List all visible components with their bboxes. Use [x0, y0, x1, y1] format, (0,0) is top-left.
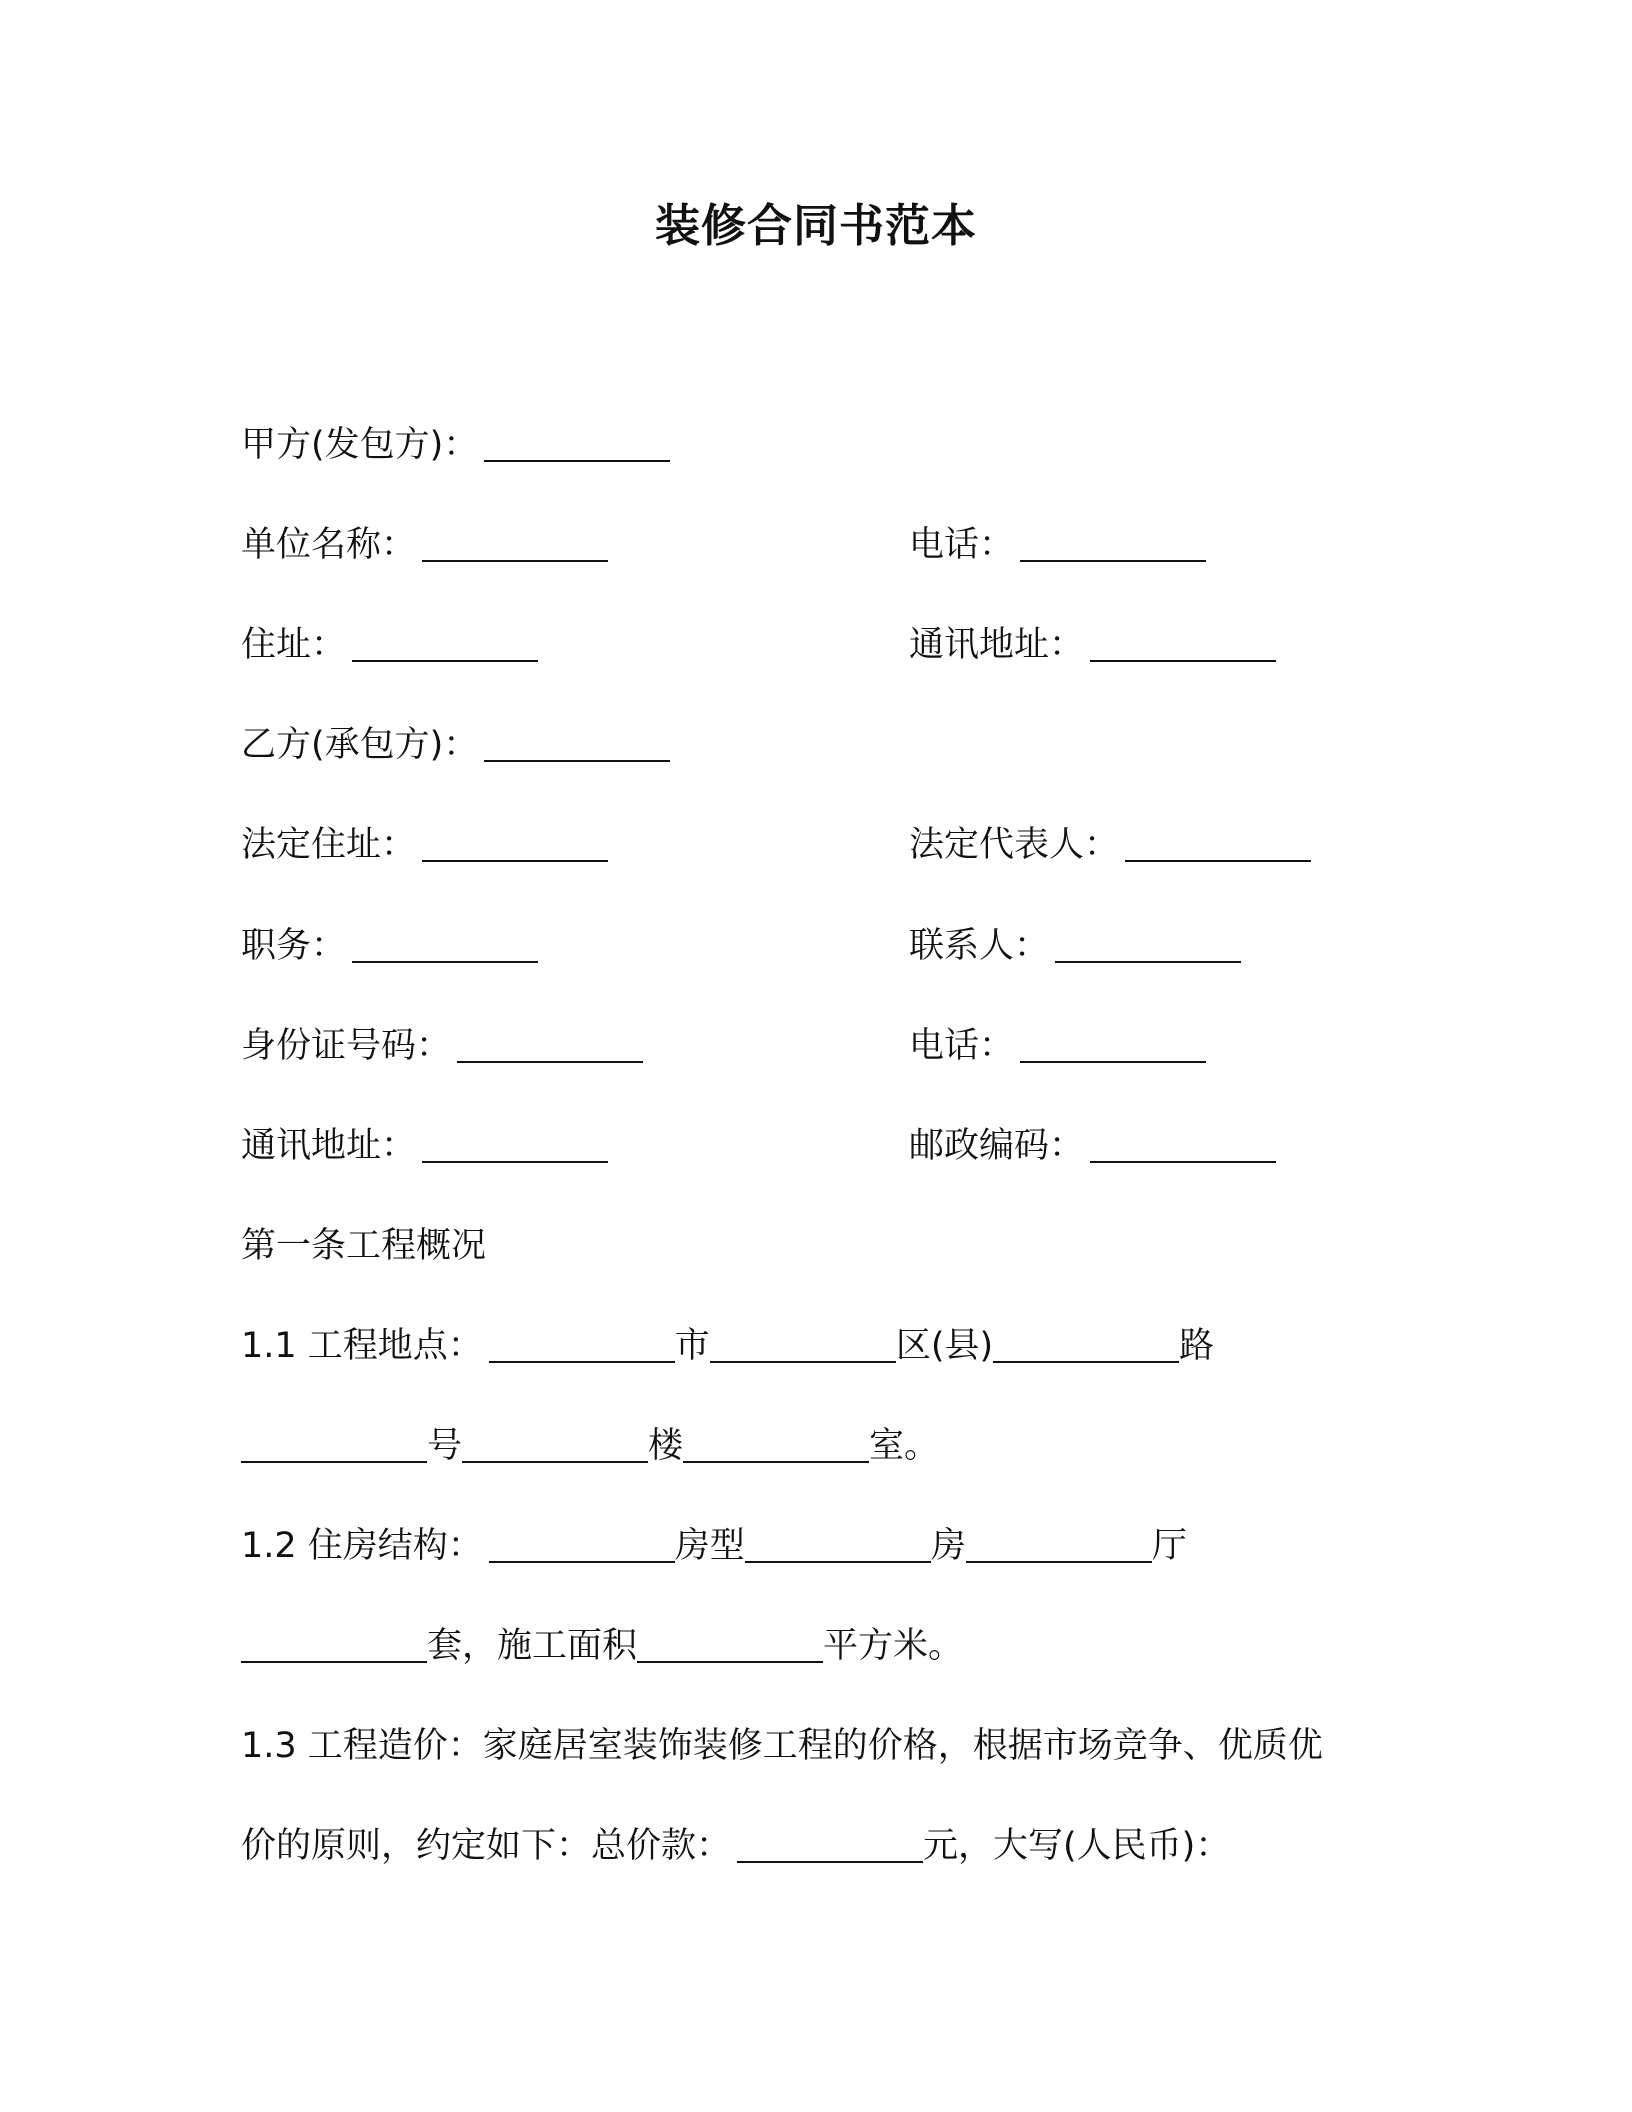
party-b-mail-label: 通讯地址：: [241, 1126, 417, 1166]
legal-address-label: 法定住址：: [241, 825, 417, 865]
document-title: 装修合同书范本: [654, 199, 977, 252]
house-type-label: 房型: [674, 1526, 745, 1566]
party-b-phone-row: [909, 1022, 1206, 1070]
legal-address-row: [241, 821, 608, 869]
sets-label: 套，施工面积: [427, 1626, 638, 1666]
section-1-1-prefix: 1.1 工程地点：: [241, 1326, 483, 1366]
legal-rep-label: 法定代表人：: [909, 825, 1120, 865]
total-price-blank[interactable]: [737, 1829, 923, 1863]
halls-blank[interactable]: [966, 1529, 1152, 1563]
party-a-phone-label: 电话：: [909, 525, 1015, 565]
section-1-2-line-1: [241, 1522, 1187, 1570]
postal-code-label: 邮政编码：: [909, 1126, 1085, 1166]
party-a-address-blank[interactable]: [352, 628, 538, 662]
postal-code-row: [909, 1122, 1276, 1170]
unit-name-row: [241, 521, 608, 569]
legal-rep-blank[interactable]: [1125, 828, 1311, 862]
party-b-phone-label: 电话：: [909, 1026, 1015, 1066]
building-blank[interactable]: [462, 1429, 648, 1463]
party-b-blank[interactable]: [484, 728, 670, 762]
party-b-mail-blank[interactable]: [422, 1129, 608, 1163]
district-blank[interactable]: [710, 1329, 896, 1363]
party-a-address-label: 住址：: [241, 625, 347, 665]
building-label: 楼: [648, 1426, 684, 1466]
road-blank[interactable]: [993, 1329, 1179, 1363]
total-price-suffix: 元，大写(人民币)：: [923, 1826, 1231, 1866]
number-blank[interactable]: [241, 1429, 427, 1463]
party-a-address-row: [241, 621, 538, 669]
article-1-heading: 第一条工程概况: [241, 1226, 487, 1266]
party-b-phone-blank[interactable]: [1020, 1029, 1206, 1063]
unit-name-label: 单位名称：: [241, 525, 417, 565]
area-blank[interactable]: [637, 1629, 823, 1663]
position-blank[interactable]: [352, 929, 538, 963]
section-1-2-prefix: 1.2 住房结构：: [241, 1526, 483, 1566]
section-1-1-line-1: [241, 1322, 1214, 1370]
structure-blank[interactable]: [489, 1529, 675, 1563]
total-price-label: 价的原则，约定如下：总价款：: [241, 1826, 732, 1866]
party-a-mail-blank[interactable]: [1090, 628, 1276, 662]
section-1-3-line-1: 1.3 工程造价：家庭居室装饰装修工程的价格，根据市场竞争、优质优: [241, 1726, 1323, 1766]
city-blank[interactable]: [489, 1329, 675, 1363]
id-number-label: 身份证号码：: [241, 1026, 452, 1066]
room-blank[interactable]: [683, 1429, 869, 1463]
sqm-label: 平方米。: [823, 1626, 964, 1666]
city-label: 市: [674, 1326, 710, 1366]
party-b-label: 乙方(承包方)：: [241, 725, 479, 765]
district-label: 区(县): [895, 1326, 994, 1366]
party-a-phone-blank[interactable]: [1020, 528, 1206, 562]
number-label: 号: [427, 1426, 463, 1466]
rooms-label: 房: [930, 1526, 966, 1566]
section-1-1-line-2: [241, 1422, 939, 1470]
road-label: 路: [1179, 1326, 1215, 1366]
party-b-mail-row: [241, 1122, 608, 1170]
legal-rep-row: [909, 821, 1311, 869]
contact-label: 联系人：: [909, 926, 1050, 966]
id-number-row: [241, 1022, 643, 1070]
party-a-phone-row: [909, 521, 1206, 569]
position-label: 职务：: [241, 926, 347, 966]
section-1-2-line-2: [241, 1622, 963, 1670]
rooms-blank[interactable]: [745, 1529, 931, 1563]
party-a-mail-label: 通讯地址：: [909, 625, 1085, 665]
halls-label: 厅: [1151, 1526, 1187, 1566]
party-b-row: [241, 721, 670, 769]
legal-address-blank[interactable]: [422, 828, 608, 862]
contact-blank[interactable]: [1055, 929, 1241, 963]
party-a-label: 甲方(发包方)：: [241, 425, 479, 465]
id-number-blank[interactable]: [457, 1029, 643, 1063]
section-1-3-line-2: [241, 1822, 1230, 1870]
sets-blank[interactable]: [241, 1629, 427, 1663]
party-a-row: [241, 421, 670, 469]
unit-name-blank[interactable]: [422, 528, 608, 562]
party-a-mail-row: [909, 621, 1276, 669]
contact-row: [909, 922, 1241, 970]
party-a-blank[interactable]: [484, 428, 670, 462]
room-label: 室。: [869, 1426, 940, 1466]
position-row: [241, 922, 538, 970]
postal-code-blank[interactable]: [1090, 1129, 1276, 1163]
